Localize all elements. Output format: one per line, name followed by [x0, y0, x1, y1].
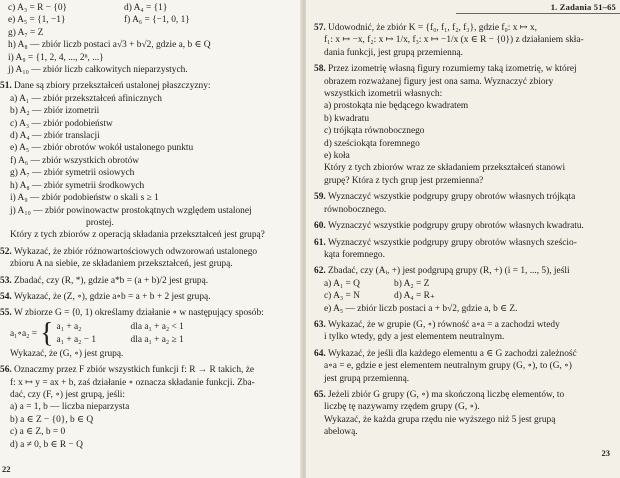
ex65-line: liczbę tę nazywamy rzędem grupy (G, ∘).: [324, 402, 480, 413]
ex58-line: obrazem rozważanej figury jest ona sama. Wyznaczyć zbiory: [324, 76, 554, 87]
ex56-line: dać, czy (F, ∘) jest grupą, jeśli:: [10, 389, 126, 400]
exercise-62: 62. Zbadać, czy (Aᵢ, +) jest podgrupą grupy (R, +) (i = 1, ..., 5), jeśli: [314, 266, 570, 277]
exercise-55: 55. W zbiorze G = ⟨0, 1) określamy działanie ∘ w następujący sposób:: [0, 308, 264, 319]
ex56-item: d) a ≠ 0, b ∈ R − Q: [10, 439, 83, 450]
exercise-61: 61. Wyznaczyć wszystkie podgrupy grupy obrotów własnych sześcio-: [314, 237, 577, 248]
ex51-item: i) A₉ — zbiór podobieństw o skali s ≥ 1: [10, 193, 159, 204]
exercise-60: 60. Wyznaczyć wszystkie podgrupy grupy obrotów własnych kwadratu.: [314, 221, 584, 232]
top-line-6: j) A₁₀ — zbiór liczb całkowitych nieparzystych.: [8, 65, 188, 76]
ex58-item: e) koła: [324, 151, 350, 162]
ex57-line: dania funkcji, jest grupą przemienną.: [324, 47, 464, 58]
exercise-54: 54. Wykazać, że (Z, ∘), gdzie a∘b = a + b + 2 jest grupą.: [0, 291, 211, 302]
right-page: [306, 0, 620, 478]
ex55-conclusion: Wykazać, że (G, ∘) jest grupą.: [10, 348, 124, 359]
top-line-5: i) A₉ = {1, 2, 4, ..., 2ⁿ, ...}: [8, 52, 104, 63]
ex63-line: i tylko wtedy, gdy a jest elementem neutralnym.: [324, 332, 505, 343]
ex61-line: kąta foremnego.: [324, 249, 385, 260]
ex58-item: a) prostokąta nie będącego kwadratem: [324, 101, 469, 112]
top-line-2: e) A₅ = {1, −1} f) A₆ = {−1, 0, 1}: [8, 15, 190, 26]
top-line-4: h) A₈ — zbiór liczb postaci a√3 + b√2, gdzie a, b ∈ Q: [8, 40, 211, 51]
ex55-cases: a₁ + a₂ dla a₁ + a₂ < 1 a₁ + a₂ − 1 dla a₁ + a₂ ≥ 1: [56, 322, 184, 345]
ex56-item: b) a ∈ Z − {0}, b ∈ Q: [10, 414, 94, 425]
header-rule: [456, 13, 620, 14]
ex58-line: wszystkich izometrii własnych:: [324, 89, 443, 100]
ex51-item: f) A₆ — zbiór wszystkich obrotów: [10, 155, 140, 166]
ex64-line: jest grupą przemienną.: [324, 373, 410, 384]
ex57-line: f₁: x ↦ −x, f₂: x ↦ 1/x, f₃: x ↦ −1/x (x ∈ R − {0}) z działaniem skła-: [324, 35, 584, 46]
left-page: [0, 0, 302, 478]
exercise-63: 63. Wykazać, że w grupie (G, ∘) równość a∘a = a zachodzi wtedy: [314, 319, 560, 330]
ex51-item: b) A₂ — zbiór izometrii: [10, 106, 100, 117]
ex51-item: j) A₁₀ — zbiór powinowactw prostokątnych względem ustalonej: [10, 205, 252, 216]
ex51-question: Który z tych zbiorów z operacją składania przekształceń jest grupą?: [10, 230, 265, 241]
ex51-item: prostej.: [86, 217, 114, 228]
top-line-1: c) A₃ = R − {0} d) A₄ = {1}: [8, 3, 168, 13]
ex51-item: a) A₁ — zbiór przekształceń afinicznych: [10, 93, 162, 104]
exercise-58: 58. Przez izometrię własną figury rozumiemy taką izometrię, w której: [314, 64, 577, 75]
ex58-item: d) sześciokąta foremnego: [324, 138, 420, 149]
ex56-item: c) a ∈ Z, b = 0: [10, 427, 66, 438]
ex56-item: a) a = 1, b — liczba nieparzysta: [10, 402, 130, 413]
ex64-line: a∘a = e, gdzie e jest elementem neutralnym grupy (G, ∘), to (G, ∘): [324, 361, 572, 372]
exercise-52: 52. Wykazać, że zbiór różnowartościowych odwzorowań ustalonego: [0, 246, 258, 257]
exercise-51: 51. Dane są zbiory przekształceń ustalonej płaszczyzny:: [0, 81, 211, 92]
exercise-59: 59. Wyznaczyć wszystkie podgrupy grupy obrotów własnych trójkąta: [314, 192, 576, 203]
ex55-formula: a₁∘a₂ = { a₁ + a₂ dla a₁ + a₂ < 1 a₁ + a₂ − 1 dla a₁ + a₂ ≥ 1: [10, 319, 184, 348]
ex62-pair: a) A₁ = Q b) A₂ = Z: [324, 278, 430, 289]
ex58-question: grupę? Która z tych grup jest przemienna?: [324, 175, 484, 186]
exercise-53: 53. Zbadać, czy (R, *), gdzie a*b = (a + b)/2 jest grupą.: [0, 275, 209, 286]
ex51-item: g) A₇ — zbiór symetrii osiowych: [10, 168, 135, 179]
page-number-left: 22: [2, 464, 11, 474]
ex62-last: e) A₅ — zbiór liczb postaci a + b√2, gdzie a, b ∈ Z.: [324, 303, 518, 314]
exercise-65: 65. Jeżeli zbiór G grupy (G, ∘) ma skończoną liczbę elementów, to: [314, 389, 565, 400]
ex51-item: e) A₅ — zbiór obrotów wokół ustalonego punktu: [10, 143, 194, 154]
top-line-3: g) A₇ = Z: [8, 27, 44, 38]
ex65-line: Wykazać, że każda grupa rzędu nie wyższego niż 5 jest grupą: [324, 414, 556, 425]
ex51-item: h) A₈ — zbiór symetrii środkowych: [10, 180, 145, 191]
page-number-right: 23: [601, 448, 610, 458]
ex56-line: f: x ↦ y = ax + b, zaś działanie ∘ oznacza składanie funkcji. Zba-: [10, 377, 255, 388]
ex65-line: abelową.: [324, 427, 358, 438]
exercise-64: 64. Wykazać, że jeśli dla każdego elementu a ∈ G zachodzi zależność: [314, 348, 577, 359]
brace-symbol: {: [40, 319, 54, 348]
ex58-question: Który z tych zbiorów wraz ze składaniem przekształceń stanowi: [324, 163, 566, 174]
ex51-item: d) A₄ — zbiór translacji: [10, 131, 100, 142]
ex51-item: c) A₃ — zbiór podobieństw: [10, 118, 113, 129]
ex59-line: równobocznego.: [324, 204, 387, 215]
running-header: 1. Zadania 51–65: [550, 2, 616, 12]
exercise-56: 56. Oznaczmy przez F zbiór wszystkich funkcji f: R → R takich, że: [0, 365, 255, 376]
ex52-line: zbioru A na siebie, ze składaniem przekształceń, jest grupą.: [10, 259, 233, 270]
ex58-item: b) kwadratu: [324, 113, 370, 124]
exercise-57: 57. Udowodnić, że zbiór K = {f₀, f₁, f₂, f₃}, gdzie f₀: x ↦ x,: [314, 23, 538, 33]
ex62-pair: c) A₃ = N d) A₄ = R₊: [324, 291, 435, 302]
ex58-item: c) trójkąta równobocznego: [324, 126, 425, 137]
